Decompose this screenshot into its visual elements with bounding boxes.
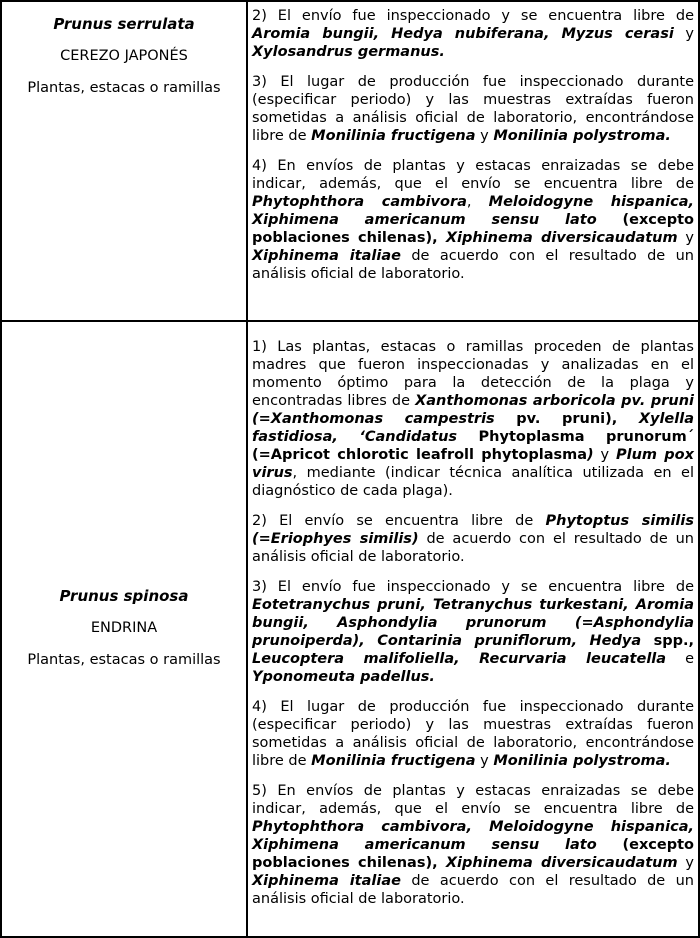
emphasis-run: Monilinia polystroma. bbox=[493, 128, 671, 144]
species-name: Prunus serrulata bbox=[53, 15, 195, 33]
common-name: ENDRINA bbox=[90, 620, 158, 636]
emphasis-run: Xiphinema italiae bbox=[252, 873, 401, 889]
text-run: 5) En envíos de plantas y estacas enraizadas se debe indicar, además, que el envío se encuentra libre de bbox=[252, 783, 694, 817]
requirement-paragraph bbox=[252, 157, 694, 283]
emphasis-run: (excepto poblaciones chilenas), bbox=[252, 837, 694, 871]
emphasis-run: Phytoplasma prunorum´ (=Apricot chlorotic leafroll phytoplasma bbox=[252, 429, 694, 463]
material-type: Plantas, estacas o ramillas bbox=[27, 80, 221, 96]
requirement-paragraph bbox=[252, 338, 694, 500]
emphasis-run: Xiphinema diversicaudatum bbox=[445, 855, 678, 871]
emphasis-run: Monilinia fructigena bbox=[311, 128, 476, 144]
text-run: , bbox=[466, 194, 489, 210]
emphasis-run: Xiphinema italiae bbox=[252, 248, 401, 264]
requirement-paragraph bbox=[252, 7, 694, 61]
text-run: 1) Las plantas, estacas o ramillas proceden de plantas madres que fueron inspeccionadas y analizadas en el momento óptimo para la detección de la plaga y encontradas libres de bbox=[252, 339, 694, 409]
emphasis-run: Eotetranychus pruni, Tetranychus turkestani, Aromia bungii, Asphondylia prunorum (=Asphondylia prunoiperda), Contarinia pruniflorum, Hedya bbox=[252, 597, 694, 649]
species-name: Prunus spinosa bbox=[59, 587, 189, 605]
emphasis-run: ) bbox=[587, 447, 594, 463]
text-run: de acuerdo con el resultado de un análisis oficial de laboratorio. bbox=[252, 531, 694, 565]
text-run: y bbox=[677, 230, 694, 246]
text-run: , mediante (indicar técnica analítica utilizada en el diagnóstico de cada plaga). bbox=[252, 465, 694, 499]
emphasis-run: (excepto poblaciones chilenas), bbox=[252, 212, 694, 246]
text-run: e bbox=[666, 651, 694, 667]
requirement-paragraph bbox=[252, 578, 694, 686]
text-run: 4) El lugar de producción fue inspeccionado durante (especificar periodo) y las muestras extraídas fueron sometidas a análisis oficial de laboratorio, encontrándose libre de bbox=[252, 699, 694, 769]
text-run: y bbox=[673, 26, 694, 42]
emphasis-run: Plum pox virus bbox=[252, 447, 694, 481]
species-cell bbox=[2, 2, 248, 320]
text-run: 3) El lugar de producción fue inspeccionado durante (especificar periodo) y las muestras extraídas fueron sometidas a análisis oficial de laboratorio, encontrándose libre de bbox=[252, 74, 694, 144]
emphasis-run: Phytophthora cambivora bbox=[252, 194, 467, 210]
text-run: 3) El envío fue inspeccionado y se encuentra libre de bbox=[252, 579, 694, 595]
text-run: 4) En envíos de plantas y estacas enraizadas se debe indicar, además, que el envío se encuentra libre de bbox=[252, 158, 694, 192]
requirements-cell bbox=[250, 322, 698, 936]
emphasis-run: Aromia bungii, Hedya nubiferana, Myzus cerasi bbox=[252, 26, 674, 42]
text-run: y bbox=[475, 128, 494, 144]
table-row bbox=[2, 322, 698, 936]
emphasis-run: Xylella fastidiosa, ‘Candidatus bbox=[252, 411, 694, 445]
requirement-paragraph bbox=[252, 698, 694, 770]
requirements-cell bbox=[250, 2, 698, 320]
emphasis-run: Monilinia polystroma. bbox=[493, 753, 671, 769]
emphasis-run: Leucoptera malifoliella, Recurvaria leucatella bbox=[252, 651, 667, 667]
text-run: y bbox=[475, 753, 494, 769]
text-run: 2) El envío fue inspeccionado y se encuentra libre de bbox=[252, 8, 694, 24]
text-run: de acuerdo con el resultado de un análisis oficial de laboratorio. bbox=[252, 873, 694, 907]
species-cell bbox=[2, 322, 248, 936]
emphasis-run: Xylosandrus germanus. bbox=[252, 44, 445, 60]
text-run: y bbox=[593, 447, 616, 463]
emphasis-run: Phytoptus similis (=Eriophyes similis) bbox=[252, 513, 694, 547]
material-type: Plantas, estacas o ramillas bbox=[27, 652, 221, 668]
common-name: CEREZO JAPONÉS bbox=[60, 48, 188, 64]
emphasis-run: Yponomeuta padellus. bbox=[252, 669, 435, 685]
table-row bbox=[2, 2, 698, 322]
text-run: 2) El envío se encuentra libre de bbox=[252, 513, 546, 529]
emphasis-run: Xiphinema diversicaudatum bbox=[445, 230, 678, 246]
emphasis-run: pv. pruni), bbox=[494, 411, 639, 427]
text-run: y bbox=[677, 855, 694, 871]
emphasis-run: Monilinia fructigena bbox=[311, 753, 476, 769]
emphasis-run: Xanthomonas arboricola pv. pruni (=Xanthomonas campestris bbox=[252, 393, 694, 427]
emphasis-run: spp., bbox=[641, 633, 694, 649]
emphasis-run: Phytophthora cambivora, Meloidogyne hispanica, Xiphimena americanum sensu lato bbox=[252, 819, 694, 853]
requirement-paragraph bbox=[252, 782, 694, 908]
requirement-paragraph bbox=[252, 512, 694, 566]
text-run: de acuerdo con el resultado de un análisis oficial de laboratorio. bbox=[252, 248, 694, 282]
emphasis-run: Meloidogyne hispanica, Xiphimena americanum sensu lato bbox=[252, 194, 695, 228]
requirement-paragraph bbox=[252, 73, 694, 145]
